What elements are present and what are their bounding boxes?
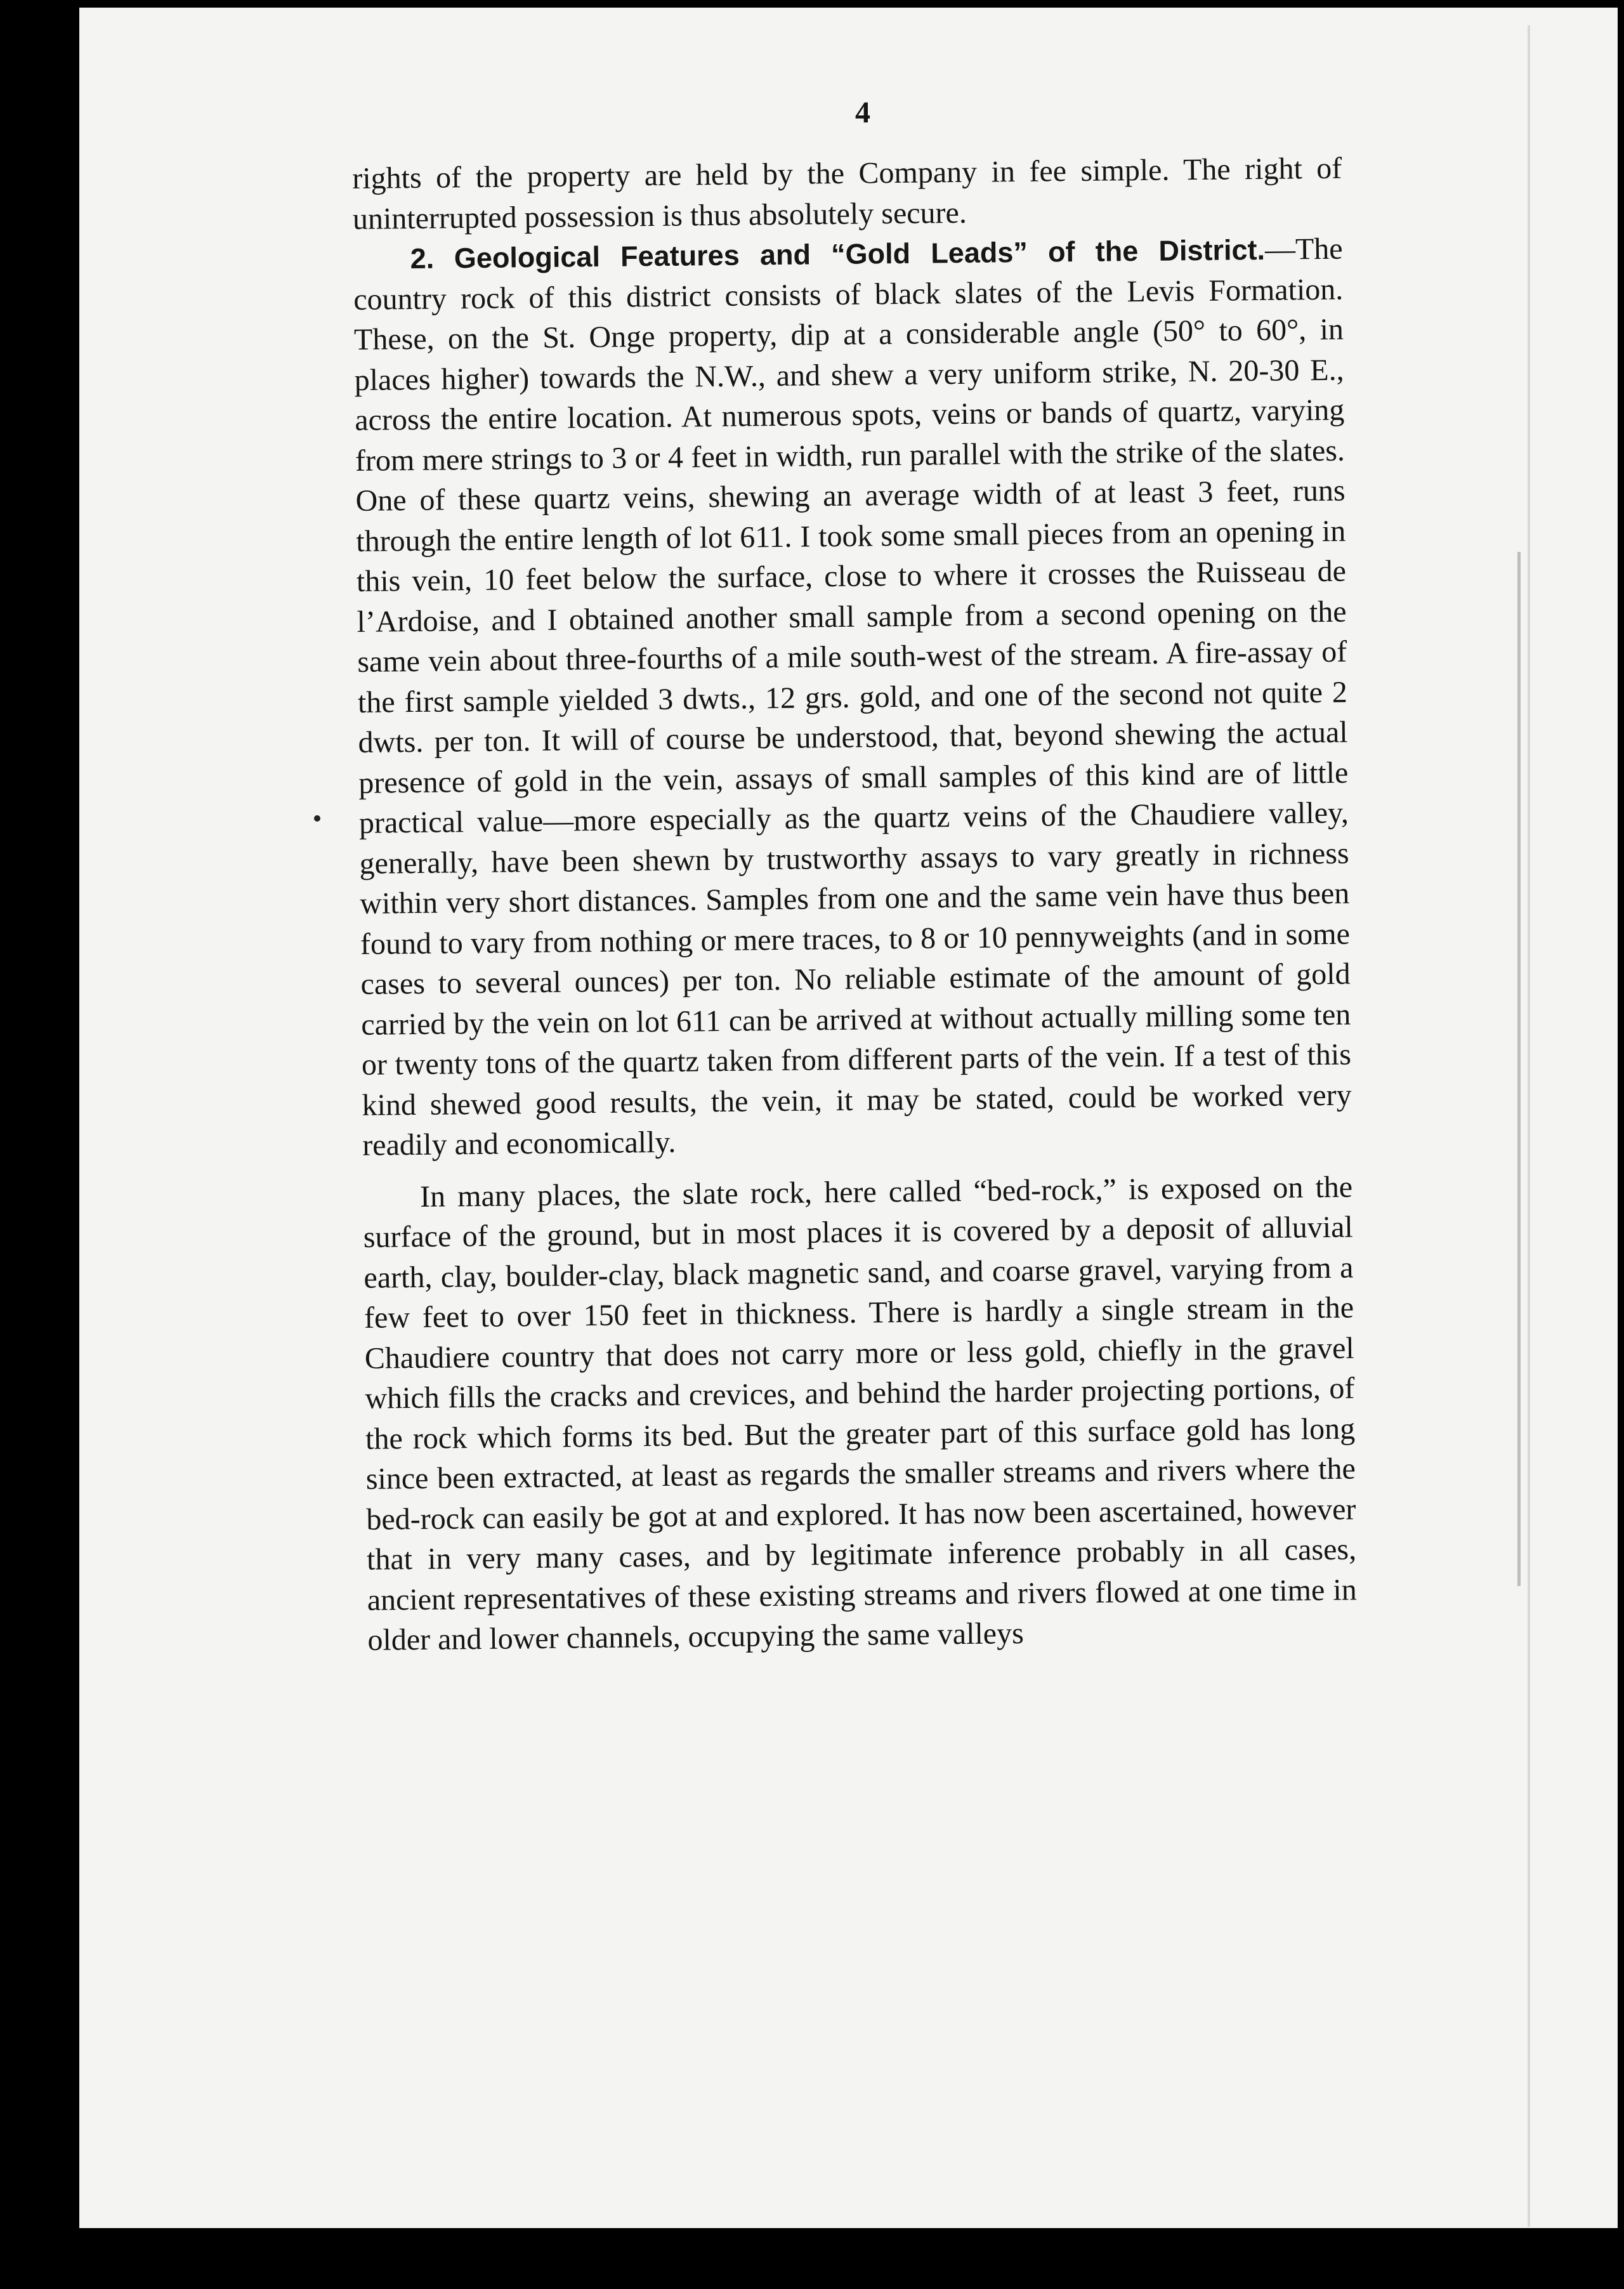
- section-number: 2.: [410, 242, 435, 275]
- margin-rule: [1517, 552, 1521, 1586]
- section-heading: Geological Features and “Gold Leads” of the District.: [454, 233, 1266, 275]
- body-text: [352, 148, 1358, 1661]
- ink-speck: [314, 815, 320, 822]
- page-fold-line: [1528, 25, 1530, 2227]
- page-number: 4: [855, 96, 870, 129]
- paragraph-continuation: rights of the property are held by the Company in fee simple. The right of uninterrupted possession is thus absolutely secure.: [352, 151, 1342, 236]
- scan-border-bottom: [79, 2228, 1618, 2289]
- paragraph-bed-rock: In many places, the slate rock, here called “bed-rock,” is exposed on the surface of the ground, but in most places it is covered by a deposit of alluvial earth, clay, boulder-clay, black magnetic sand, and coarse gravel, varying from a few feet to over 150 feet in thickness. There is hardly a single stream in the Chaudiere country that does not carry more or less gold, chiefly in the gravel which fills the cracks and crevices, and behind the harder projecting portions, of the rock which forms its bed. But the greater part of this surface gold has long since been extracted, at least as regards the smaller streams and rivers where the bed-rock can easily be got at and explored. It has now been ascertained, however that in very many cases, and by legitimate inference probably in all cases, ancient representatives of these existing streams and rivers flowed at one time in older and lower channels, occupying the same valleys: [363, 1170, 1357, 1657]
- paragraph-section-2: [353, 229, 1352, 1166]
- section-body: —The country rock of this district consists of black slates of the Levis Formation. These, on the St. Onge property, dip at a considerable angle (50° to 60°, in places higher) towards the N.W., and shew a very uniform strike, N. 20-30 E., across the entire location. At numerous spots, veins or bands of quartz, varying from mere strings to 3 or 4 feet in width, run parallel with the strike of the slates. One of these quartz veins, shewing an average width of at least 3 feet, runs through the entire length of lot 611. I took some small pieces from an opening in this vein, 10 feet below the surface, close to where it crosses the Ruisseau de l’Ardoise, and I obtained another small sample from a second opening on the same vein about three-fourths of a mile south-west of the stream. A fire-assay of the first sample yielded 3 dwts., 12 grs. gold, and one of the second not quite 2 dwts. per ton. It will of course be understood, that, beyond shewing the actual presence of gold in the vein, assays of small samples of this kind are of little practical value—more especially as the quartz veins of the Chaudiere valley, generally, have been shewn by trustworthy assays to vary greatly in richness within very short distances. Samples from one and the same vein have thus been found to vary from nothing or mere traces, to 8 or 10 pennyweights (and in some cases to several ounces) per ton. No reliable estimate of the amount of gold carried by the vein on lot 611 can be arrived at without actually milling some ten or twenty tons of the quartz taken from different parts of the vein. If a test of this kind shewed good results, the vein, it may be stated, could be worked very readily and economically.: [353, 232, 1352, 1162]
